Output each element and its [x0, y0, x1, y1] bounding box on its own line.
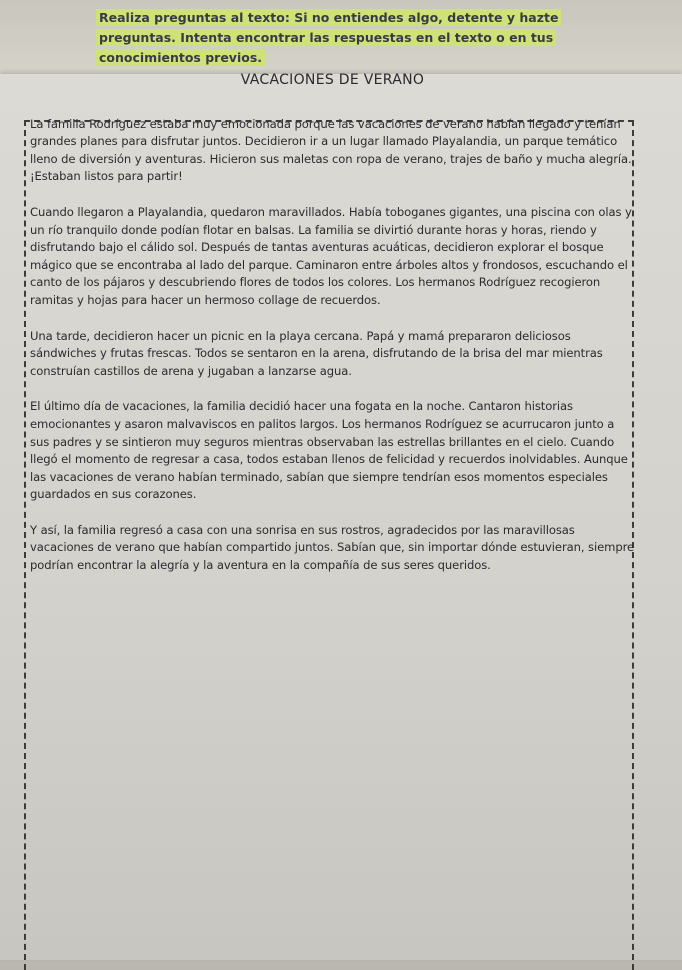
instruction-text: [96, 8, 566, 68]
instruction-highlight: Realiza preguntas al texto: Si no entiendes algo, detente y hazte preguntas. Intenta encontrar las respuestas en el texto o en tus conocimientos previos.: [96, 9, 561, 66]
story-paragraph-3: Una tarde, decidieron hacer un picnic en la playa cercana. Papá y mamá prepararon deliciosos sándwiches y frutas frescas. Todos se sentaron en la arena, disfrutando de la brisa del mar mientras construían castillos de arena y jugaban a lanzarse agua.: [30, 328, 603, 378]
story-paragraph-1: La familia Rodríguez estaba muy emocionada porque las vacaciones de verano habían llegado y tenían grandes planes para disfrutar juntos. Decidieron ir a un lugar llamado Playalandia, un parque temático lleno de diversión y aventuras. Hicieron sus maletas con ropa de verano, trajes de baño y mucha alegría. ¡Estaban listos para partir!: [30, 116, 632, 184]
story-title: VACACIONES DE VERANO: [240, 72, 425, 88]
story-paragraph-5: Y así, la familia regresó a casa con una sonrisa en sus rostros, agradecidos por las maravillosas vacaciones de verano que habían compartido juntos. Sabían que, sin importar dónde estuvieran, siempre podrían encontrar la alegría y la aventura en la compañía de sus seres queridos.: [30, 522, 635, 573]
story-text: [30, 72, 635, 593]
story-paragraph-4: El último día de vacaciones, la familia decidió hacer una fogata en la noche. Cantaron historias emocionantes y asaron malvaviscos en palitos largos. Los hermanos Rodríguez se acurrucaron junto a sus padres y se sintieron muy seguros mientras observaban las estrellas brillantes en el cielo. Cuando llegó el momento de regresar a casa, todos estaban llenos de felicidad y recuerdos inolvidables. Aunque las vacaciones de verano habían terminado, sabían que siempre tendrían esos momentos especiales guardados en sus corazones.: [30, 399, 628, 502]
story-paragraph-2: Cuando llegaron a Playalandia, quedaron maravillados. Había toboganes gigantes, una piscina con olas y un río tranquilo donde podían flotar en balsas. La familia se divirtió durante horas y horas, riendo y disfrutando bajo el cálido sol. Después de tantas aventuras acuáticas, decidieron explorar el bosque mágico que se encontraba al lado del parque. Caminaron entre árboles altos y frondosos, escuchando el canto de los pájaros y descubriendo flores de todos los colores. Los hermanos Rodríguez recogieron ramitas y hojas para hacer un hermoso collage de recuerdos.: [30, 204, 632, 307]
instruction-paper: [0, 0, 682, 78]
